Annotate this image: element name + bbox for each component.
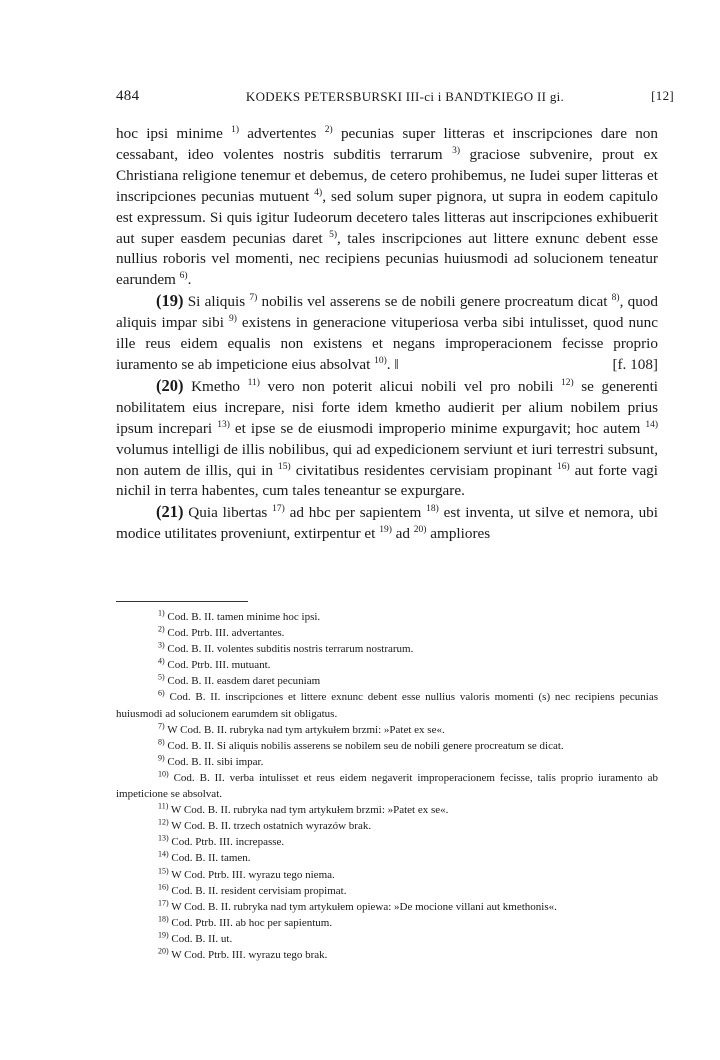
footnote-text: Cod. B. II. resident cervisiam propimat. (168, 884, 347, 897)
footnote-2 (116, 625, 658, 641)
footnote-ref: 6) (179, 271, 188, 282)
text-run: est inventa, ut silve et nemora, ubi modice utilitates proveniunt, extirpentur et (116, 504, 658, 543)
text-run: advertentes (239, 125, 325, 142)
footnote-ref: 5) (329, 229, 337, 240)
text-run: aut forte vagi nichil in terra habentes, cum tales teneantur se expurgare. (116, 461, 658, 500)
footnote-ref: 11) (247, 377, 260, 388)
footnote-12 (116, 818, 658, 834)
footnote-number: 6) (158, 688, 165, 698)
page-number: 484 (116, 88, 140, 104)
footnote-number: 10) (158, 769, 169, 779)
text-run: ad (391, 525, 414, 543)
main-text (116, 124, 658, 545)
footnote-number: 18) (158, 914, 169, 924)
footnote-text: Cod. B. II. tamen. (168, 852, 251, 865)
footnote-4 (116, 657, 658, 673)
footnote-text: Cod. B. II. verba intulisset et reus eidem negaverit improperacionem fecisse, talis proprio iuramento ab impeticione se absolvat. (116, 771, 658, 801)
footnote-text: Cod. Ptrb. III. mutuant. (164, 659, 271, 672)
text-run: . (187, 271, 192, 289)
text-run: existens in generacione vituperiosa verba sibi intulisset, quod nunc ille reus eidem equalis non existens et negans improperacionem fecisse proprio iuramento se ab impeticione eius absolvat (116, 314, 658, 373)
footnote-11 (116, 802, 658, 818)
footnote-7 (116, 722, 658, 738)
footnote-number: 5) (158, 672, 165, 682)
text-run: vero non poterit alicui nobili vel pro nobili (259, 377, 562, 395)
footnote-ref: 7) (249, 293, 258, 304)
text-run: Kmetho (183, 377, 248, 395)
footnote-ref: 14) (645, 419, 658, 430)
footnote-number: 17) (158, 898, 169, 908)
footnote-ref: 8) (611, 293, 620, 304)
footnote-ref: 18) (426, 504, 439, 515)
section-bracket: [12] (651, 88, 674, 103)
footnote-number: 4) (158, 656, 165, 666)
section-number: (19) (156, 291, 184, 311)
footnote-text: W Cod. B. II. rubryka nad tym artykułem brzmi: »Patet ex se«. (168, 804, 449, 817)
footnote-number: 3) (158, 640, 165, 650)
footnote-number: 13) (158, 833, 169, 843)
footnote-ref: 13) (217, 419, 230, 430)
footnote-text: Cod. B. II. sibi impar. (164, 755, 264, 768)
text-run: , tales inscripciones aut littere exnunc debent esse nullius roboris vel momenti, nec recipiens pecunias huiusmodi ad solucionem teneatur earundem (116, 229, 658, 289)
footnote-ref: 2) (324, 124, 333, 135)
footnote-text: Cod. Ptrb. III. ab hoc per sapientum. (168, 916, 333, 929)
footnote-number: 19) (158, 930, 169, 940)
footnotes (116, 609, 658, 963)
footnote-rule (116, 601, 248, 602)
text-run: Quia libertas (183, 504, 273, 522)
footnote-19 (116, 931, 658, 947)
footnote-ref: 12) (561, 377, 574, 388)
footnote-text: W Cod. B. II. trzech ostatnich wyrazów brak. (168, 820, 372, 833)
footnote-text: W Cod. B. II. rubryka nad tym artykułem opiewa: »De mocione villani aut kmethonis«. (168, 900, 557, 913)
footnote-15 (116, 867, 658, 883)
footnote-text: W Cod. Ptrb. III. wyrazu tego niema. (168, 868, 335, 881)
footnote-number: 12) (158, 817, 169, 827)
text-run: volumus intelligi de illis nobilibus, qui ad expedicionem serviunt et iuri terrestri subsunt, non autem de illis, qui in (116, 440, 658, 479)
text-run: . ‖ (386, 355, 399, 373)
footnote-number: 14) (158, 849, 169, 859)
paragraph-21 (116, 502, 658, 545)
footnote-text: Cod. B. II. easdem daret pecuniam (164, 675, 321, 688)
running-title: KODEKS PETERSBURSKI III-ci i BANDTKIEGO II gi. (245, 89, 565, 104)
footnote-13 (116, 834, 658, 850)
footnote-number: 20) (158, 946, 169, 956)
footnote-text: Cod. Ptrb. III. increpasse. (168, 836, 285, 849)
footnote-number: 1) (158, 608, 165, 618)
footnote-16 (116, 883, 658, 899)
footnote-ref: 17) (272, 504, 285, 515)
footnote-text: Cod. B. II. Si aliquis nobilis asserens se nobilem seu de nobili genere procreatum se dicat. (164, 739, 564, 752)
footnote-text: Cod. B. II. tamen minime hoc ipsi. (164, 611, 321, 623)
text-run: graciose subvenire, prout ex Christiana religione tenemur et debemus, de cetero prohibemus, ne Iudei super litteras et inscripciones pecunias mutuent (116, 145, 658, 205)
text-run: ampliores (426, 525, 491, 543)
section-number: (21) (156, 502, 184, 522)
footnote-number: 8) (158, 737, 165, 747)
footnote-20 (116, 947, 658, 963)
footnote-ref: 10) (374, 355, 387, 366)
footnote-8 (116, 738, 658, 754)
footnote-text: W Cod. Ptrb. III. wyrazu tego brak. (168, 948, 328, 961)
text-run: pecunias super litteras et inscripciones dare non cessabant, ideo volentes nostris subditis terrarum (116, 125, 658, 163)
text-run: hoc ipsi minime (116, 125, 232, 142)
text-run: et ipse se de eiusmodi improperio minime expurgavit; hoc autem (229, 419, 646, 437)
footnote-text: W Cod. B. II. rubryka nad tym artykułem brzmi: »Patet ex se«. (164, 723, 445, 736)
footnote-ref: 20) (413, 525, 427, 536)
footnote-number: 2) (158, 624, 165, 634)
footnote-1 (116, 609, 658, 625)
footnote-ref: 3) (452, 145, 460, 156)
folio-marker: [f. 108] (612, 355, 658, 373)
footnote-ref: 4) (314, 187, 323, 198)
footnote-text: Cod. B. II. ut. (168, 932, 233, 945)
paragraph-continuation (116, 124, 658, 291)
footnote-ref: 19) (379, 525, 392, 536)
footnote-number: 11) (158, 801, 169, 811)
text-run: , quod aliquis impar sibi (116, 293, 658, 332)
text-run: Si aliquis (183, 293, 250, 311)
paragraph-19 (116, 291, 658, 376)
footnote-text: Cod. Ptrb. III. advertantes. (164, 627, 285, 640)
running-header (116, 88, 674, 110)
section-number: (20) (156, 375, 184, 395)
text-run: se generenti nobilitatem eius increpare, nisi forte idem kmetho audierit per alium nobilem prius ipsum increpari (116, 377, 659, 437)
footnote-number: 7) (158, 721, 165, 730)
footnote-5 (116, 673, 658, 689)
footnote-text: Cod. B. II. inscripciones et littere exnunc debent esse nullius valoris momenti (s) nec recipiens pecunias huiusmodi ad solucionem earumdem sit obligatus. (116, 691, 658, 720)
footnote-text: Cod. B. II. volentes subditis nostris terrarum nostrarum. (164, 643, 414, 656)
footnote-number: 15) (158, 865, 169, 875)
footnote-3 (116, 641, 658, 657)
footnote-number: 9) (158, 753, 165, 763)
footnote-18 (116, 915, 658, 931)
footnote-14 (116, 850, 658, 866)
text-run: , sed solum super pignora, ut supra in eodem capitulo est expressum. Si quis igitur Iudeorum decetero tales litteras aut inscripciones exhibuerit aut super easdem pecunias daret (116, 187, 659, 247)
footnote-9 (116, 754, 658, 770)
footnote-ref: 9) (228, 314, 237, 325)
footnote-ref: 1) (231, 124, 240, 135)
text-run: ad hbc per sapientem (284, 504, 427, 522)
footnote-ref: 16) (556, 461, 570, 472)
footnote-number: 16) (158, 881, 169, 891)
footnote-6 (116, 689, 658, 721)
footnote-17 (116, 899, 658, 915)
footnote-10 (116, 770, 658, 802)
paragraph-20 (116, 376, 658, 502)
text-run: nobilis vel asserens se de nobili genere procreatum dicat (257, 293, 612, 311)
text-run: civitatibus residentes cervisiam propinant (290, 461, 557, 479)
footnote-ref: 15) (278, 461, 291, 472)
